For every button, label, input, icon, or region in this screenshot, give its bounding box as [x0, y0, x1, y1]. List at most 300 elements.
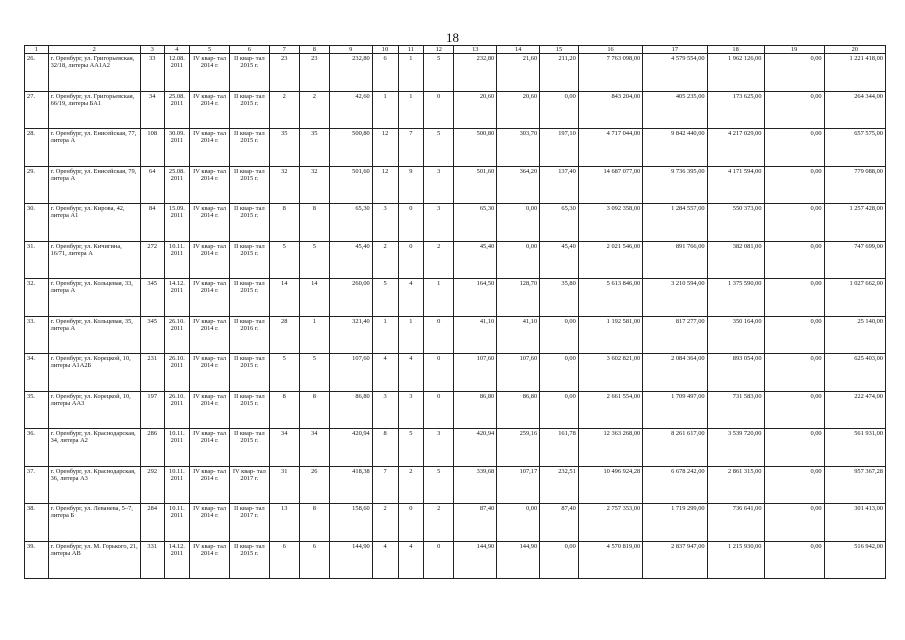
column-header-16: 16	[578, 46, 642, 54]
cell-c3: 284	[140, 504, 164, 542]
cell-c17: 2 084 364,00	[643, 354, 707, 392]
cell-num: 31.	[25, 241, 49, 279]
cell-c15: 0,00	[540, 91, 579, 129]
column-header-17: 17	[643, 46, 707, 54]
cell-c9: 500,80	[329, 129, 372, 167]
cell-c15: 35,80	[540, 279, 579, 317]
cell-date: 10.11. 2011	[164, 504, 190, 542]
cell-c17: 817 277,00	[643, 316, 707, 354]
column-header-1: 1	[25, 46, 49, 54]
cell-c3: 231	[140, 354, 164, 392]
cell-addr: г. Оренбург, ул. Кирова, 42, литера А1	[48, 204, 140, 242]
cell-q2: II квар- тал 2015 г.	[230, 54, 270, 92]
cell-c13: 501,60	[454, 166, 497, 204]
table-row	[25, 241, 886, 279]
cell-c3: 345	[140, 316, 164, 354]
cell-c14: 364,20	[497, 166, 540, 204]
cell-c18: 4 217 029,00	[707, 129, 764, 167]
table-row	[25, 466, 886, 504]
table-row	[25, 279, 886, 317]
cell-c8: 6	[299, 541, 329, 579]
cell-c3: 108	[140, 129, 164, 167]
cell-c14: 259,16	[497, 429, 540, 467]
cell-c10: 12	[372, 129, 398, 167]
cell-addr: г. Оренбург, ул. Григорьевская, 32/18, литеры АА1А2	[48, 54, 140, 92]
column-header-10: 10	[372, 46, 398, 54]
cell-c11: 5	[398, 429, 424, 467]
cell-c9: 65,30	[329, 204, 372, 242]
cell-c16: 2 021 546,00	[578, 241, 642, 279]
cell-addr: г. Оренбург, ул. Кичигина, 16/71, литера А	[48, 241, 140, 279]
cell-c20: 657 575,00	[824, 129, 885, 167]
cell-c16: 14 687 077,00	[578, 166, 642, 204]
cell-q2: II квар- тал 2016 г.	[230, 316, 270, 354]
column-header-19: 19	[764, 46, 824, 54]
cell-c15: 0,00	[540, 541, 579, 579]
cell-num: 38.	[25, 504, 49, 542]
cell-q2: II квар- тал 2015 г.	[230, 354, 270, 392]
cell-c7: 31	[269, 466, 299, 504]
cell-c15: 161,78	[540, 429, 579, 467]
cell-c13: 41,10	[454, 316, 497, 354]
column-header-7: 7	[269, 46, 299, 54]
cell-c17: 4 579 554,00	[643, 54, 707, 92]
cell-c9: 158,60	[329, 504, 372, 542]
cell-q2: II квар- тал 2015 г.	[230, 166, 270, 204]
cell-q1: IV квар- тал 2014 г.	[190, 166, 230, 204]
cell-c18: 173 625,00	[707, 91, 764, 129]
cell-c3: 272	[140, 241, 164, 279]
cell-c20: 301 413,00	[824, 504, 885, 542]
table-row	[25, 91, 886, 129]
cell-c7: 13	[269, 504, 299, 542]
table-row	[25, 391, 886, 429]
cell-date: 26.10. 2011	[164, 316, 190, 354]
cell-c15: 65,30	[540, 204, 579, 242]
cell-c13: 232,80	[454, 54, 497, 92]
column-header-20: 20	[824, 46, 885, 54]
cell-c3: 197	[140, 391, 164, 429]
cell-c3: 64	[140, 166, 164, 204]
cell-c15: 232,51	[540, 466, 579, 504]
cell-num: 37.	[25, 466, 49, 504]
cell-date: 15.09. 2011	[164, 204, 190, 242]
cell-c8: 23	[299, 54, 329, 92]
cell-addr: г. Оренбург, ул. М. Горького, 21, литеры АВ	[48, 541, 140, 579]
cell-c20: 779 088,00	[824, 166, 885, 204]
cell-c17: 1 719 299,00	[643, 504, 707, 542]
cell-c13: 87,40	[454, 504, 497, 542]
cell-c10: 7	[372, 466, 398, 504]
cell-c15: 0,00	[540, 354, 579, 392]
cell-date: 10.11. 2011	[164, 429, 190, 467]
cell-c9: 232,80	[329, 54, 372, 92]
cell-c12: 3	[424, 429, 454, 467]
column-header-18: 18	[707, 46, 764, 54]
cell-c3: 33	[140, 54, 164, 92]
cell-q1: IV квар- тал 2014 г.	[190, 204, 230, 242]
cell-c16: 10 496 924,28	[578, 466, 642, 504]
cell-c18: 893 054,00	[707, 354, 764, 392]
cell-c14: 303,70	[497, 129, 540, 167]
cell-num: 30.	[25, 204, 49, 242]
cell-c16: 2 661 554,00	[578, 391, 642, 429]
cell-num: 36.	[25, 429, 49, 467]
cell-c14: 144,90	[497, 541, 540, 579]
cell-c9: 321,40	[329, 316, 372, 354]
column-header-8: 8	[299, 46, 329, 54]
cell-num: 26.	[25, 54, 49, 92]
cell-c7: 32	[269, 166, 299, 204]
cell-c14: 107,60	[497, 354, 540, 392]
cell-c7: 28	[269, 316, 299, 354]
cell-q2: II квар- тал 2015 г.	[230, 91, 270, 129]
cell-c19: 0,00	[764, 316, 824, 354]
column-header-3: 3	[140, 46, 164, 54]
cell-c8: 5	[299, 354, 329, 392]
cell-q2: II квар- тал 2015 г.	[230, 204, 270, 242]
cell-c20: 516 942,00	[824, 541, 885, 579]
cell-c20: 1 027 662,00	[824, 279, 885, 317]
table-row	[25, 429, 886, 467]
cell-c18: 3 539 720,00	[707, 429, 764, 467]
column-header-9: 9	[329, 46, 372, 54]
cell-c13: 86,80	[454, 391, 497, 429]
cell-c10: 1	[372, 91, 398, 129]
cell-c17: 9 736 395,00	[643, 166, 707, 204]
cell-c12: 5	[424, 466, 454, 504]
cell-date: 14.12. 2011	[164, 279, 190, 317]
cell-c3: 34	[140, 91, 164, 129]
cell-c10: 1	[372, 316, 398, 354]
cell-c13: 339,68	[454, 466, 497, 504]
cell-c19: 0,00	[764, 54, 824, 92]
table-row	[25, 541, 886, 579]
cell-c10: 3	[372, 204, 398, 242]
cell-c3: 345	[140, 279, 164, 317]
column-header-4: 4	[164, 46, 190, 54]
cell-date: 12.08. 2011	[164, 54, 190, 92]
cell-c18: 1 215 930,00	[707, 541, 764, 579]
cell-c15: 87,40	[540, 504, 579, 542]
cell-c13: 500,80	[454, 129, 497, 167]
cell-q1: IV квар- тал 2014 г.	[190, 354, 230, 392]
cell-c12: 0	[424, 354, 454, 392]
header-row	[25, 46, 886, 54]
cell-c18: 350 164,00	[707, 316, 764, 354]
cell-date: 25.08. 2011	[164, 91, 190, 129]
cell-num: 32.	[25, 279, 49, 317]
cell-addr: г. Оренбург, ул. Корецкой, 10, литеры АА3	[48, 391, 140, 429]
cell-c16: 4 570 819,00	[578, 541, 642, 579]
cell-c17: 891 766,00	[643, 241, 707, 279]
cell-c18: 1 962 126,00	[707, 54, 764, 92]
cell-c14: 107,17	[497, 466, 540, 504]
cell-c19: 0,00	[764, 166, 824, 204]
cell-c8: 34	[299, 429, 329, 467]
cell-c15: 137,40	[540, 166, 579, 204]
cell-addr: г. Оренбург, ул. Енисейская, 79, литера А	[48, 166, 140, 204]
cell-c7: 6	[269, 541, 299, 579]
column-header-6: 6	[230, 46, 270, 54]
cell-c20: 957 367,28	[824, 466, 885, 504]
cell-c13: 107,60	[454, 354, 497, 392]
cell-c10: 2	[372, 241, 398, 279]
cell-c15: 0,00	[540, 316, 579, 354]
cell-c8: 8	[299, 504, 329, 542]
cell-c7: 14	[269, 279, 299, 317]
cell-c10: 3	[372, 391, 398, 429]
cell-c11: 4	[398, 279, 424, 317]
cell-c12: 2	[424, 504, 454, 542]
cell-c11: 2	[398, 466, 424, 504]
cell-c16: 5 613 846,00	[578, 279, 642, 317]
cell-c12: 0	[424, 316, 454, 354]
cell-c18: 2 861 315,00	[707, 466, 764, 504]
cell-c17: 3 210 594,00	[643, 279, 707, 317]
cell-c9: 42,60	[329, 91, 372, 129]
cell-date: 30.09. 2011	[164, 129, 190, 167]
cell-c7: 8	[269, 204, 299, 242]
cell-num: 33.	[25, 316, 49, 354]
cell-c20: 25 140,00	[824, 316, 885, 354]
cell-c8: 8	[299, 391, 329, 429]
cell-c13: 164,50	[454, 279, 497, 317]
cell-c19: 0,00	[764, 354, 824, 392]
cell-date: 26.10. 2011	[164, 391, 190, 429]
cell-c19: 0,00	[764, 129, 824, 167]
table-row	[25, 316, 886, 354]
cell-c3: 292	[140, 466, 164, 504]
cell-c15: 211,20	[540, 54, 579, 92]
cell-c19: 0,00	[764, 429, 824, 467]
table-row	[25, 166, 886, 204]
cell-c14: 41,10	[497, 316, 540, 354]
cell-c13: 144,90	[454, 541, 497, 579]
cell-date: 25.08. 2011	[164, 166, 190, 204]
cell-addr: г. Оренбург, ул. Краснодарская, 36, литера А3	[48, 466, 140, 504]
cell-q2: II квар- тал 2015 г.	[230, 279, 270, 317]
cell-addr: г. Оренбург, ул. Енисейская, 77, литера А	[48, 129, 140, 167]
cell-c8: 26	[299, 466, 329, 504]
cell-q1: IV квар- тал 2014 г.	[190, 54, 230, 92]
cell-c10: 5	[372, 279, 398, 317]
cell-c15: 197,10	[540, 129, 579, 167]
cell-c16: 843 204,00	[578, 91, 642, 129]
cell-addr: г. Оренбург, ул. Леванева, 5–7, литера Б	[48, 504, 140, 542]
cell-c18: 4 171 594,00	[707, 166, 764, 204]
table-row	[25, 204, 886, 242]
cell-c10: 2	[372, 504, 398, 542]
cell-num: 35.	[25, 391, 49, 429]
cell-date: 14.12. 2011	[164, 541, 190, 579]
cell-c13: 420,94	[454, 429, 497, 467]
cell-c13: 20,60	[454, 91, 497, 129]
column-header-11: 11	[398, 46, 424, 54]
cell-c11: 1	[398, 91, 424, 129]
cell-c11: 0	[398, 241, 424, 279]
cell-c11: 3	[398, 391, 424, 429]
cell-q1: IV квар- тал 2014 г.	[190, 391, 230, 429]
cell-c10: 6	[372, 54, 398, 92]
cell-c17: 2 837 947,00	[643, 541, 707, 579]
cell-q1: IV квар- тал 2014 г.	[190, 429, 230, 467]
cell-c8: 5	[299, 241, 329, 279]
cell-c14: 21,60	[497, 54, 540, 92]
cell-c7: 34	[269, 429, 299, 467]
cell-c12: 5	[424, 129, 454, 167]
cell-c7: 8	[269, 391, 299, 429]
cell-c8: 14	[299, 279, 329, 317]
cell-c9: 260,00	[329, 279, 372, 317]
cell-c12: 0	[424, 391, 454, 429]
cell-num: 34.	[25, 354, 49, 392]
cell-c19: 0,00	[764, 466, 824, 504]
cell-date: 26.10. 2011	[164, 354, 190, 392]
cell-num: 27.	[25, 91, 49, 129]
cell-c11: 1	[398, 316, 424, 354]
cell-c9: 107,60	[329, 354, 372, 392]
cell-addr: г. Оренбург, ул. Кольцевая, 35, литера А	[48, 316, 140, 354]
cell-c15: 45,40	[540, 241, 579, 279]
cell-c20: 1 257 428,00	[824, 204, 885, 242]
cell-c11: 4	[398, 541, 424, 579]
column-header-15: 15	[540, 46, 579, 54]
table-row	[25, 54, 886, 92]
column-header-2: 2	[48, 46, 140, 54]
cell-c12: 2	[424, 241, 454, 279]
cell-q1: IV квар- тал 2014 г.	[190, 466, 230, 504]
cell-c7: 5	[269, 354, 299, 392]
cell-c13: 45,40	[454, 241, 497, 279]
cell-c19: 0,00	[764, 241, 824, 279]
cell-c8: 2	[299, 91, 329, 129]
cell-date: 10.11. 2011	[164, 466, 190, 504]
cell-num: 28.	[25, 129, 49, 167]
cell-num: 39.	[25, 541, 49, 579]
cell-c10: 12	[372, 166, 398, 204]
cell-c3: 286	[140, 429, 164, 467]
cell-c8: 35	[299, 129, 329, 167]
cell-c12: 0	[424, 541, 454, 579]
cell-c19: 0,00	[764, 279, 824, 317]
cell-addr: г. Оренбург, ул. Краснодарская, 34, литера А2	[48, 429, 140, 467]
cell-q1: IV квар- тал 2014 г.	[190, 541, 230, 579]
cell-c16: 2 757 353,00	[578, 504, 642, 542]
cell-c11: 9	[398, 166, 424, 204]
cell-q2: II квар- тал 2015 г.	[230, 541, 270, 579]
cell-c16: 12 363 268,00	[578, 429, 642, 467]
cell-c17: 8 261 617,00	[643, 429, 707, 467]
cell-c13: 65,30	[454, 204, 497, 242]
cell-q1: IV квар- тал 2014 г.	[190, 129, 230, 167]
cell-c12: 3	[424, 204, 454, 242]
cell-c11: 4	[398, 354, 424, 392]
cell-addr: г. Оренбург, ул. Кольцевая, 33, литера А	[48, 279, 140, 317]
cell-date: 10.11. 2011	[164, 241, 190, 279]
cell-c12: 5	[424, 54, 454, 92]
cell-q1: IV квар- тал 2014 г.	[190, 316, 230, 354]
cell-c19: 0,00	[764, 91, 824, 129]
cell-c3: 331	[140, 541, 164, 579]
cell-c14: 128,70	[497, 279, 540, 317]
cell-c7: 23	[269, 54, 299, 92]
cell-q1: IV квар- тал 2014 г.	[190, 91, 230, 129]
cell-c17: 405 235,00	[643, 91, 707, 129]
cell-c20: 747 699,00	[824, 241, 885, 279]
cell-q2: II квар- тал 2015 г.	[230, 129, 270, 167]
cell-q2: II квар- тал 2015 г.	[230, 241, 270, 279]
cell-c9: 418,38	[329, 466, 372, 504]
cell-c10: 4	[372, 541, 398, 579]
cell-addr: г. Оренбург, ул. Корецкой, 10, литеры А1А2Б	[48, 354, 140, 392]
cell-q2: II квар- тал 2017 г.	[230, 504, 270, 542]
cell-c14: 0,00	[497, 504, 540, 542]
cell-c10: 8	[372, 429, 398, 467]
cell-c20: 561 931,00	[824, 429, 885, 467]
cell-c18: 736 641,00	[707, 504, 764, 542]
cell-c9: 501,60	[329, 166, 372, 204]
cell-addr: г. Оренбург, ул. Григорьевская, 66/19, литеры БА1	[48, 91, 140, 129]
cell-c11: 0	[398, 504, 424, 542]
table-row	[25, 504, 886, 542]
cell-c11: 7	[398, 129, 424, 167]
cell-c7: 5	[269, 241, 299, 279]
cell-c17: 6 678 242,00	[643, 466, 707, 504]
cell-c20: 222 474,00	[824, 391, 885, 429]
cell-c9: 45,40	[329, 241, 372, 279]
cell-c3: 84	[140, 204, 164, 242]
cell-c19: 0,00	[764, 504, 824, 542]
cell-c18: 1 375 590,00	[707, 279, 764, 317]
cell-q2: IV квар- тал 2017 г.	[230, 466, 270, 504]
cell-c18: 550 373,00	[707, 204, 764, 242]
table-row	[25, 354, 886, 392]
cell-c19: 0,00	[764, 391, 824, 429]
cell-c12: 3	[424, 166, 454, 204]
column-header-12: 12	[424, 46, 454, 54]
cell-c12: 1	[424, 279, 454, 317]
cell-c8: 32	[299, 166, 329, 204]
cell-c16: 4 717 044,00	[578, 129, 642, 167]
cell-c19: 0,00	[764, 204, 824, 242]
cell-q2: II квар- тал 2015 г.	[230, 391, 270, 429]
cell-q2: II квар- тал 2015 г.	[230, 429, 270, 467]
cell-c17: 1 284 557,00	[643, 204, 707, 242]
cell-c9: 420,94	[329, 429, 372, 467]
cell-c8: 1	[299, 316, 329, 354]
cell-c14: 0,00	[497, 204, 540, 242]
cell-c19: 0,00	[764, 541, 824, 579]
cell-c16: 3 602 821,00	[578, 354, 642, 392]
cell-c11: 0	[398, 204, 424, 242]
data-table	[24, 45, 886, 579]
cell-c17: 9 842 440,00	[643, 129, 707, 167]
cell-c8: 8	[299, 204, 329, 242]
cell-q1: IV квар- тал 2014 г.	[190, 241, 230, 279]
page-number: 18	[446, 30, 459, 45]
cell-c18: 731 583,00	[707, 391, 764, 429]
cell-c14: 20,60	[497, 91, 540, 129]
cell-c11: 1	[398, 54, 424, 92]
cell-c9: 144,90	[329, 541, 372, 579]
cell-c14: 0,00	[497, 241, 540, 279]
column-header-13: 13	[454, 46, 497, 54]
cell-c7: 35	[269, 129, 299, 167]
column-header-5: 5	[190, 46, 230, 54]
cell-q1: IV квар- тал 2014 г.	[190, 504, 230, 542]
cell-c10: 4	[372, 354, 398, 392]
